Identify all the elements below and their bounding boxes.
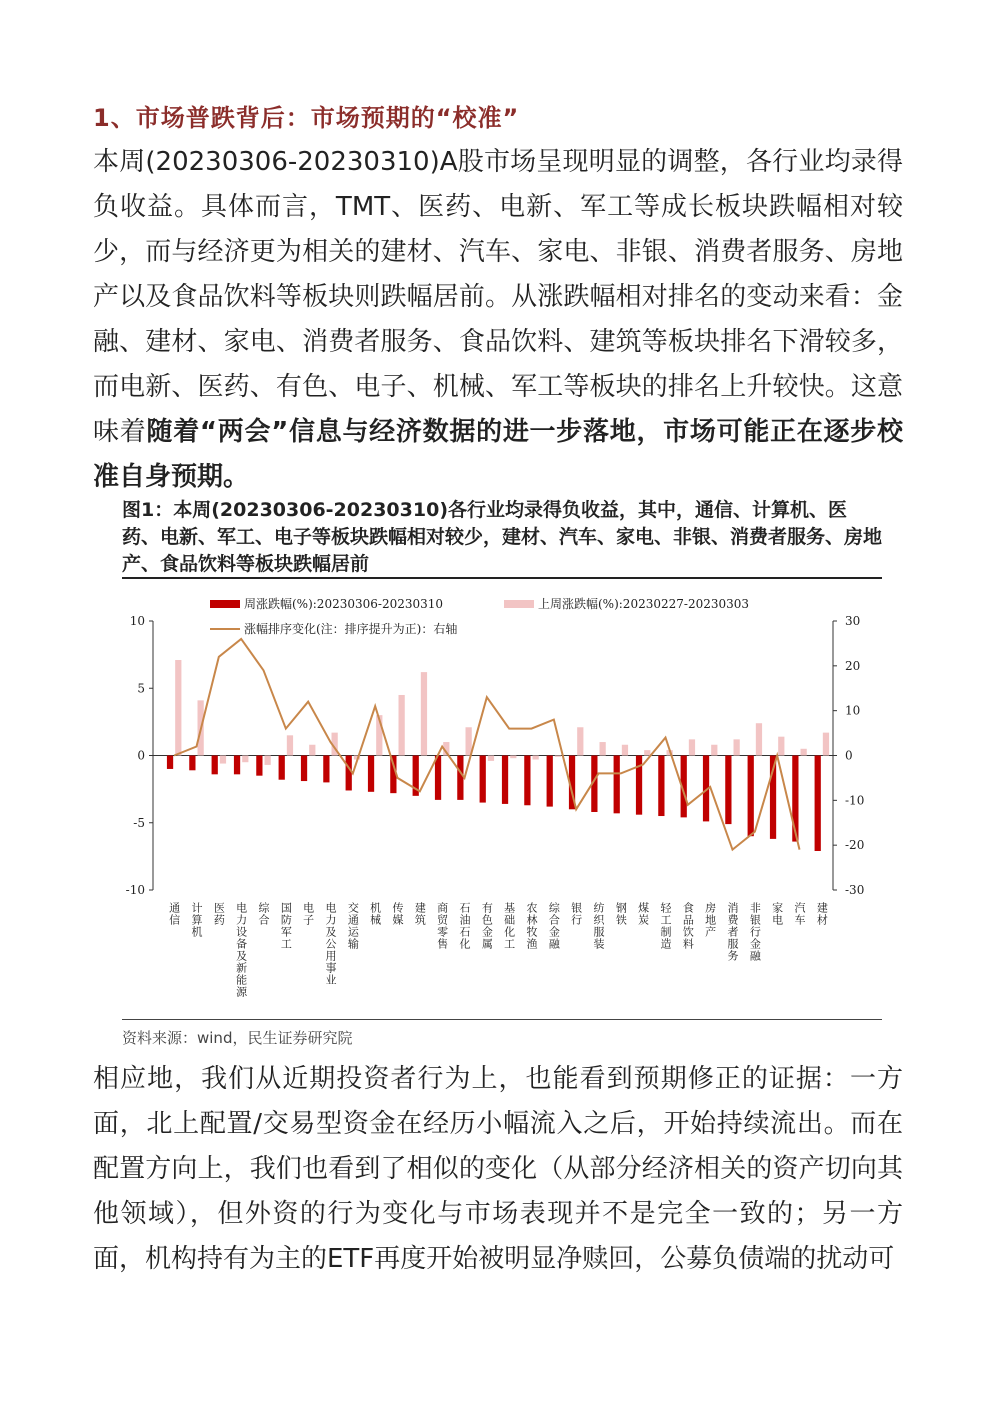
category-label: 家电 [770,902,784,926]
bar-current-week [167,756,173,769]
bar-current-week [725,756,731,825]
category-label: 电力及公用事业 [324,902,337,986]
category-label: 食品饮料 [681,902,695,950]
bar-current-week [748,756,754,837]
right-tick-label: 30 [845,614,861,628]
figure-bottom-rule [122,1019,882,1020]
left-tick-label: 0 [137,748,145,763]
category-label: 房地产 [703,902,717,938]
category-label: 电力设备及新能源 [234,902,248,998]
bar-previous-week [823,733,829,756]
bar-previous-week [265,756,271,765]
bar-current-week [435,756,441,800]
bar-previous-week [555,756,561,757]
left-tick-label: -10 [125,883,145,897]
bar-previous-week [399,695,405,756]
bar-current-week [256,756,262,776]
bar-current-week [189,756,195,771]
bar-current-week [457,756,463,800]
category-label: 交通运输 [346,902,360,950]
bar-previous-week [242,756,248,763]
category-label: 机械 [368,902,382,926]
right-tick-label: 10 [845,703,861,718]
category-label: 消费者服务 [726,902,739,962]
category-label: 基础化工 [502,902,516,950]
bar-current-week [547,756,553,807]
bar-current-week [815,756,821,851]
category-label: 汽车 [793,902,806,926]
left-tick-label: 10 [129,614,145,628]
left-tick-label: 5 [137,681,145,696]
bar-current-week [502,756,508,804]
left-tick-label: -5 [133,815,145,830]
bar-current-week [480,756,486,803]
bar-previous-week [175,660,181,755]
category-label: 国防军工 [279,902,293,950]
bar-current-week [614,756,620,814]
category-label: 计算机 [190,902,203,938]
category-label: 农林牧渔 [525,902,538,950]
bar-previous-week [734,739,740,755]
bar-previous-week [711,745,717,756]
right-tick-label: 0 [845,748,853,763]
bar-previous-week [600,742,606,755]
legend-label-current: 周涨跌幅(%):20230306-20230310 [244,597,444,611]
bar-previous-week [644,750,650,755]
bar-previous-week [488,756,494,761]
bar-previous-week [756,723,762,755]
right-tick-label: 20 [845,658,861,673]
category-label: 通信 [167,902,181,926]
legend-swatch-previous [504,600,534,608]
bar-current-week [524,756,530,806]
category-label: 银行 [569,902,583,926]
category-label: 综合 [257,902,270,926]
category-label: 综合金融 [547,902,561,950]
bar-current-week [323,756,329,783]
bar-previous-week [466,727,472,755]
category-label: 轻工制造 [659,902,672,950]
figure-source: 资料来源：wind，民生证券研究院 [122,1029,353,1047]
figure-title: 图1：本周(20230306-20230310)各行业均录得负收益，其中，通信、计算机、医药、电新、军工、电子等板块跌幅相对较少，建材、汽车、家电、非银、消费者服务、房地产、食品饮料等板块跌幅居前 [122,499,883,575]
category-label: 电子 [301,902,315,926]
figure-top-rule [122,577,882,579]
legend-swatch-current [210,600,240,608]
category-label: 建材 [815,902,829,926]
category-label: 非银行金融 [748,902,762,962]
bar-previous-week [510,756,516,759]
right-tick-label: -10 [845,793,865,808]
bar-current-week [279,756,285,780]
bar-previous-week [533,756,539,760]
paragraph-intro [93,140,903,500]
legend-label-previous: 上周涨跌幅(%):20230227-20230303 [538,597,750,611]
category-label: 建筑 [413,902,427,926]
paragraph-intro-text: 本周(20230306-20230310)A股市场呈现明显的调整，各行业均录得负收益。具体而言，TMT、医药、电新、军工等成长板块跌幅相对较少，而与经济更为相关的建材、汽车、家电、非银、消费者服务、房地产以及食品饮料等板块则跌幅居前。从涨跌幅相对排名的变动来看：金融、建材、家电、消费者服务、食品饮料、建筑等板块排名下滑较多，而电新、医药、有色、电子、机械、军工等板块的排名上升较快。这意味着 [93,147,903,447]
paragraph-intro-emphasis: 随着“两会”信息与经济数据的进一步落地，市场可能正在逐步校准自身预期。 [93,417,903,492]
category-label: 纺织服装 [592,902,605,950]
bar-current-week [658,756,664,817]
industry-return-chart [100,585,900,1015]
bar-previous-week [577,727,583,755]
paragraph-followup: 相应地，我们从近期投资者行为上，也能看到预期修正的证据：一方面，北上配置/交易型资金在经历小幅流入之后，开始持续流出。而在配置方向上，我们也看到了相似的变化（从部分经济相关的资产切向其他领域），但外资的行为变化与市场表现并不是完全一致的；另一方面，机构持有为主的ETF再度开始被明显净赎回，公募负债端的扰动可 [93,1064,903,1274]
right-tick-label: -30 [845,883,865,897]
legend-label-rank: 涨幅排序变化(注：排序提升为正)：右轴 [244,622,458,636]
category-label: 有色金属 [480,902,494,950]
category-label: 医药 [212,902,226,926]
category-label: 石油石化 [458,902,471,950]
category-label: 商贸零售 [435,902,449,950]
bar-previous-week [309,745,315,756]
section-title: 1、市场普跌背后：市场预期的“校准” [93,104,520,132]
bar-current-week [346,756,352,791]
bar-current-week [301,756,307,782]
bar-previous-week [778,737,784,756]
bar-current-week [368,756,374,792]
category-label: 煤炭 [636,902,650,926]
bar-previous-week [287,735,293,755]
bar-previous-week [421,672,427,755]
bar-current-week [212,756,218,775]
bar-previous-week [622,745,628,756]
bar-previous-week [220,756,226,764]
category-label: 传媒 [391,902,404,926]
bar-previous-week [801,749,807,756]
category-label: 钢铁 [614,902,628,926]
right-tick-label: -20 [845,838,865,853]
bar-current-week [234,756,240,775]
bar-previous-week [689,739,695,755]
